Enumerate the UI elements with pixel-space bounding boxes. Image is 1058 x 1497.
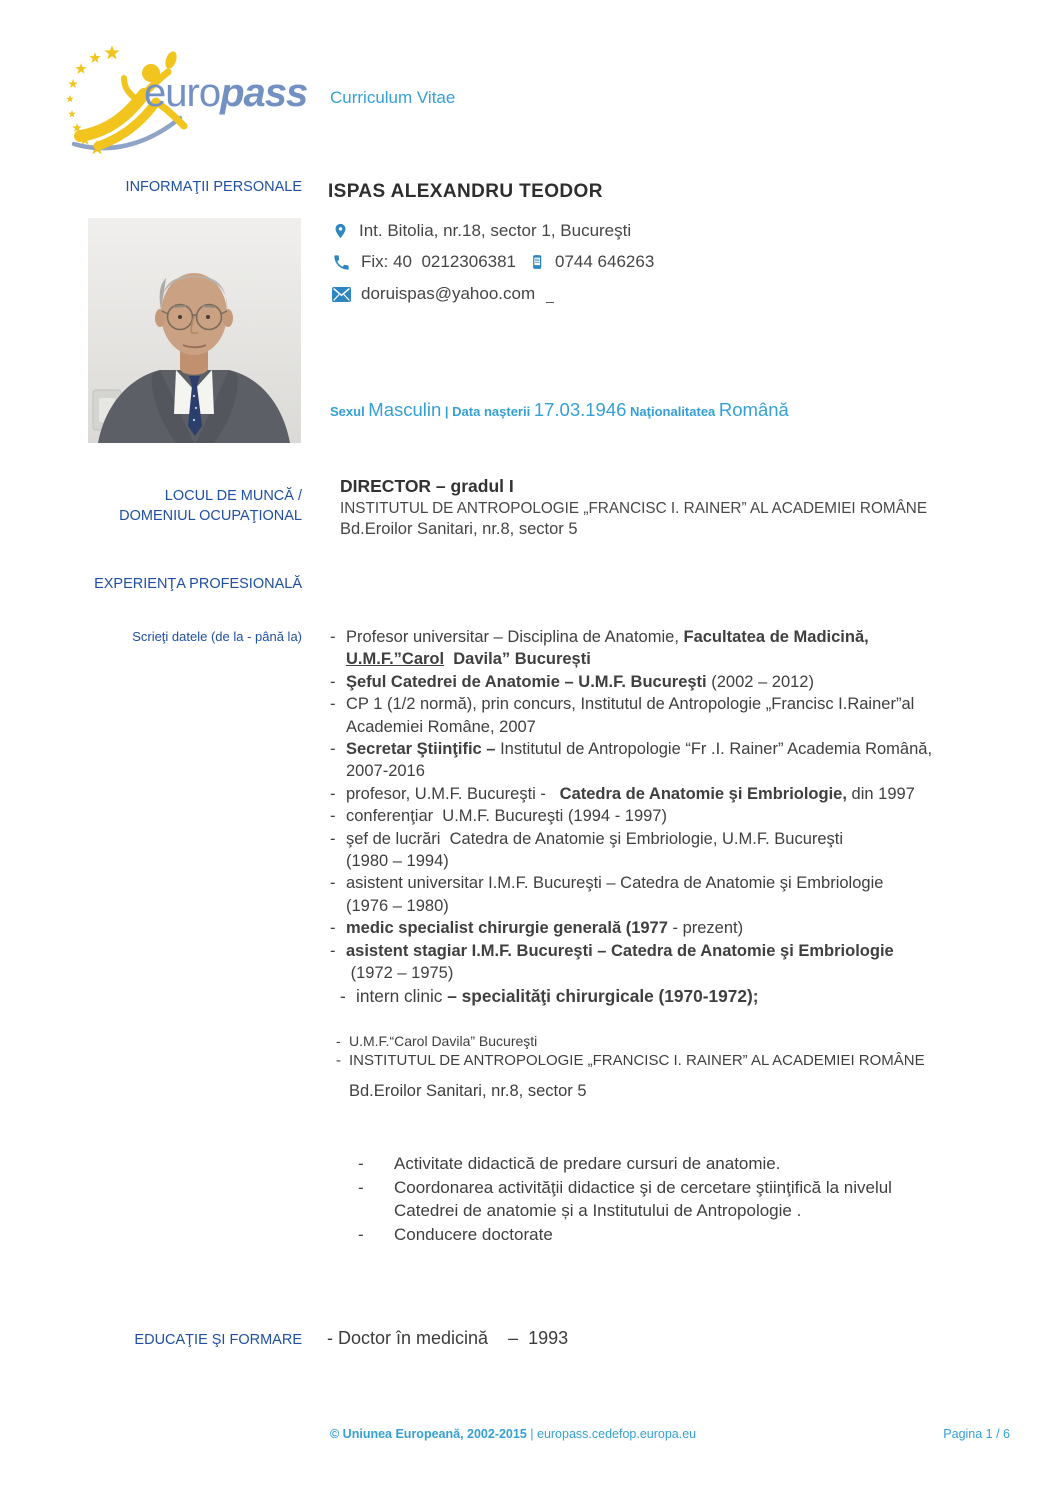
bullet-dash: -: [330, 807, 336, 826]
phone-icon: [332, 253, 351, 272]
bullet-dash: -: [330, 784, 336, 803]
education-item: - Doctor în medicină – 1993: [327, 1328, 569, 1348]
bullet-text: profesor, U.M.F. Bucureşti - Catedra de Anatomie şi Embriologie, din 1997: [346, 784, 915, 803]
job-title: DIRECTOR – gradul I: [340, 476, 514, 496]
section-label-workplace: LOCUL DE MUNCĂ / DOMENIUL OCUPAŢIONAL: [119, 488, 302, 524]
document-type-label: Curriculum Vitae: [330, 88, 456, 107]
experience-item: [330, 738, 1024, 783]
footer-site-link[interactable]: | europass.cedefop.europa.eu: [530, 1427, 697, 1441]
bullet-text: Conducere doctorate: [394, 1224, 553, 1244]
job-address: Bd.Eroilor Sanitari, nr.8, sector 5: [340, 520, 578, 538]
separator: |: [441, 404, 453, 419]
dob-value: 17.03.1946: [533, 399, 627, 420]
bullet-text: CP 1 (1/2 normă), prin concurs, Institutul de Antropologie „Francisc I.Rainer”al Academiei Române, 2007: [346, 695, 915, 736]
institution-item: [336, 1031, 1026, 1051]
bullet-dash: -: [358, 1154, 364, 1173]
experience-item: [330, 917, 1024, 939]
address-text: Int. Bitolia, nr.18, sector 1, Bucureşti: [359, 221, 632, 240]
experience-item: [330, 693, 1024, 738]
bullet-dash: -: [330, 829, 336, 848]
person-name: ISPAS ALEXANDRU TEODOR: [328, 181, 603, 202]
section-label-personal: INFORMAŢII PERSONALE: [125, 179, 302, 195]
job-institution: INSTITUTUL DE ANTROPOLOGIE „FRANCISC I. RAINER” AL ACADEMIEI ROMÂNE: [340, 500, 928, 517]
experience-item: [330, 783, 1024, 805]
bullet-dash: -: [358, 1177, 364, 1197]
bullet-dash: -: [336, 1033, 341, 1049]
bullet-text: medic specialist chirurgie generală (1977 - prezent): [346, 919, 744, 938]
activity-item: [358, 1223, 1022, 1247]
bullet-text: Bd.Eroilor Sanitari, nr.8, sector 5: [349, 1082, 587, 1100]
phone-fix-text: Fix: 40 0212306381: [361, 252, 517, 271]
bullet-text: Profesor universitar – Disciplina de Anatomie, Facultatea de Madicină, U.M.F.”Carol Davila” București: [346, 628, 869, 669]
bullet-dash: [336, 1080, 349, 1102]
bullet-text: U.M.F.“Carol Davila” Bucureşti: [349, 1033, 538, 1049]
phone-row: [332, 252, 654, 272]
institutions-list: [336, 1031, 1026, 1102]
email-underline-artifact: [546, 286, 554, 303]
bullet-text: Activitate didactică de predare cursuri de anatomie.: [394, 1154, 781, 1173]
bullet-text: INSTITUTUL DE ANTROPOLOGIE „FRANCISC I. RAINER” AL ACADEMIEI ROMÂNE: [349, 1052, 925, 1069]
bullet-text: asistent stagiar I.M.F. Bucureşti – Catedra de Anatomie şi Embriologie (1972 – 1975): [346, 941, 894, 983]
bullet-text: Secretar Ştiinţific – Institutul de Antropologie “Fr .I. Rainer” Academia Română, 2007-2016: [346, 740, 933, 781]
portrait-photo: [88, 218, 301, 443]
email-row: [332, 284, 554, 304]
experience-item: [330, 671, 1024, 693]
experience-list: [330, 626, 1024, 1007]
bullet-dash: -: [330, 695, 336, 714]
email-link[interactable]: doruispas@yahoo.com: [361, 284, 536, 303]
section-label-education: EDUCAŢIE ŞI FORMARE: [134, 1332, 302, 1348]
bullet-dash: -: [330, 740, 336, 759]
bullet-dash: -: [330, 628, 336, 646]
institution-item: [336, 1051, 1026, 1071]
bullet-text: Coordonarea activităţii didactice şi de cercetare ştiinţifică la nivelul Catedrei de anatomie și a Institutului de Antropologie .: [394, 1177, 892, 1220]
bullet-dash: -: [330, 874, 336, 893]
bullet-text: intern clinic – specialităţi chirurgicale (1970-1972);: [356, 985, 759, 1006]
activity-item: [358, 1176, 1022, 1223]
bullet-text: conferenţiar U.M.F. Bucureşti (1994 - 1997): [346, 807, 667, 826]
bullet-dash: -: [330, 941, 336, 960]
experience-item: [330, 828, 1024, 873]
footer-page-number: Pagina 1 / 6: [943, 1427, 1010, 1441]
sex-dob-nationality-line: [330, 399, 789, 421]
nationality-value: Română: [718, 399, 789, 420]
bullet-text: Şeful Catedrei de Anatomie – U.M.F. Bucureşti (2002 – 2012): [346, 672, 814, 691]
bullet-dash: -: [330, 672, 336, 691]
sex-label: Sexul: [330, 404, 369, 419]
location-pin-icon: [332, 220, 349, 242]
footer-copyright: © Uniunea Europeană, 2002-2015 | europass.cedefop.europa.eu: [330, 1427, 697, 1441]
section-label-experience: EXPERIENŢA PROFESIONALĂ: [94, 576, 302, 592]
activities-list: [358, 1152, 1022, 1246]
phone-mobile-text: 0744 646263: [555, 252, 655, 271]
activity-item: [358, 1152, 1022, 1176]
experience-item: [330, 940, 1024, 985]
experience-item: [330, 805, 1024, 827]
bullet-text: şef de lucrări Catedra de Anatomie şi Embriologie, U.M.F. Bucureşti (1980 – 1994): [346, 829, 844, 871]
europass-logo: [58, 46, 318, 191]
bullet-dash: -: [358, 1224, 364, 1244]
experience-item: [330, 626, 1024, 671]
dates-hint-label: Scrieţi datele (de la - până la): [132, 629, 302, 644]
institution-item: [336, 1080, 1026, 1102]
bullet-dash: -: [336, 1052, 341, 1069]
mobile-phone-icon: [530, 252, 545, 272]
bullet-dash: -: [340, 985, 346, 1006]
nationality-label: Naţionalitatea: [626, 404, 719, 419]
bullet-dash: -: [330, 919, 336, 938]
logo-wordmark: europass: [144, 71, 308, 115]
dob-label: Data naşterii: [452, 404, 534, 419]
bullet-text: asistent universitar I.M.F. Bucureşti – Catedra de Anatomie şi Embriologie (1976 – 1980): [346, 874, 884, 915]
experience-item: [330, 872, 1024, 917]
address-row: [332, 220, 631, 242]
sex-value: Masculin: [368, 399, 442, 420]
email-icon: [332, 287, 351, 302]
experience-item: [340, 985, 1024, 1007]
